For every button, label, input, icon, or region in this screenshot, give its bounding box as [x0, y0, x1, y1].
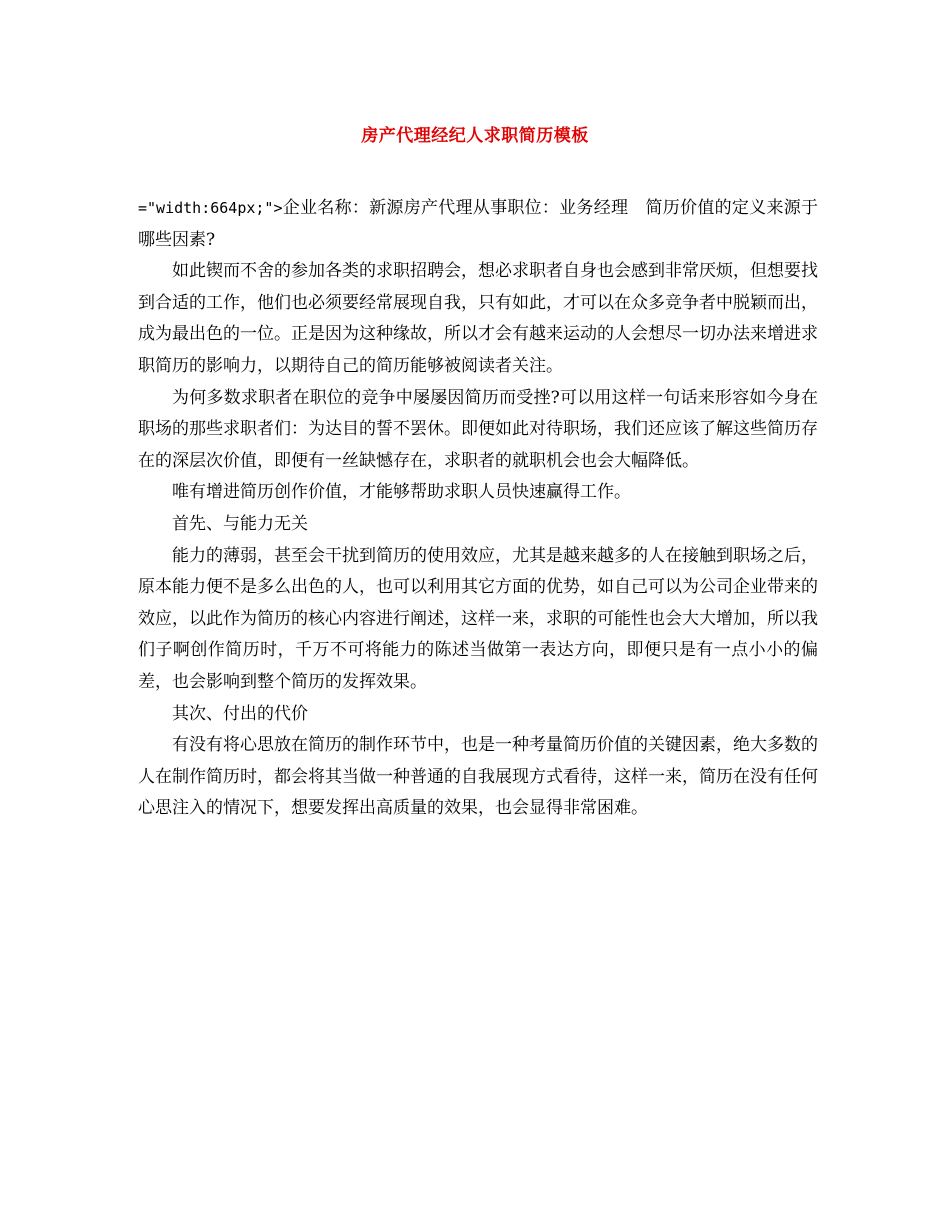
- body-paragraph: 有没有将心思放在简历的制作环节中，也是一种考量简历价值的关键因素，绝大多数的人在制作简历时，都会将其当做一种普通的自我展现方式看待，这样一来，简历在没有任何心思注入的情况下，想要发挥出高质量的效果，也会显得非常困难。: [138, 735, 818, 819]
- intro-text: 企业名称：新源房产代理从事职位：业务经理 简历价值的定义来源于哪些因素?: [138, 198, 818, 250]
- body-paragraph: 为何多数求职者在职位的竞争中屡屡因简历而受挫?可以用这样一句话来形容如今身在职场的那些求职者们：为达目的誓不罢休。即便如此对待职场，我们还应该了解这些简历存在的深层次价值，即便有一丝缺憾存在，求职者的就职机会也会大幅降低。: [138, 387, 818, 471]
- body-paragraph: 唯有增进简历创作价值，才能够帮助求职人员快速赢得工作。: [172, 482, 631, 503]
- section-heading: 其次、付出的代价: [172, 703, 308, 724]
- intro-code-fragment: ="width:664px;">: [138, 199, 283, 217]
- document-body: [138, 193, 818, 825]
- document-title: 房产代理经纪人求职简历模板: [361, 126, 589, 146]
- section-heading: 首先、与能力无关: [172, 513, 308, 534]
- body-paragraph: 能力的薄弱，甚至会干扰到简历的使用效应，尤其是越来越多的人在接触到职场之后，原本能力便不是多么出色的人，也可以利用其它方面的优势，如自己可以为公司企业带来的效应，以此作为简历的核心内容进行阐述，这样一来，求职的可能性也会大大增加，所以我们子啊创作简历时，千万不可将能力的陈述当做第一表达方向，即便只是有一点小小的偏差，也会影响到整个简历的发挥效果。: [138, 545, 818, 692]
- body-paragraph: 如此锲而不舍的参加各类的求职招聘会，想必求职者自身也会感到非常厌烦，但想要找到合适的工作，他们也必须要经常展现自我，只有如此，才可以在众多竞争者中脱颖而出，成为最出色的一位。正是因为这种缘故，所以才会有越来运动的人会想尽一切办法来增进求职简历的影响力，以期待自己的简历能够被阅读者关注。: [138, 261, 818, 376]
- intro-paragraph: [138, 193, 818, 256]
